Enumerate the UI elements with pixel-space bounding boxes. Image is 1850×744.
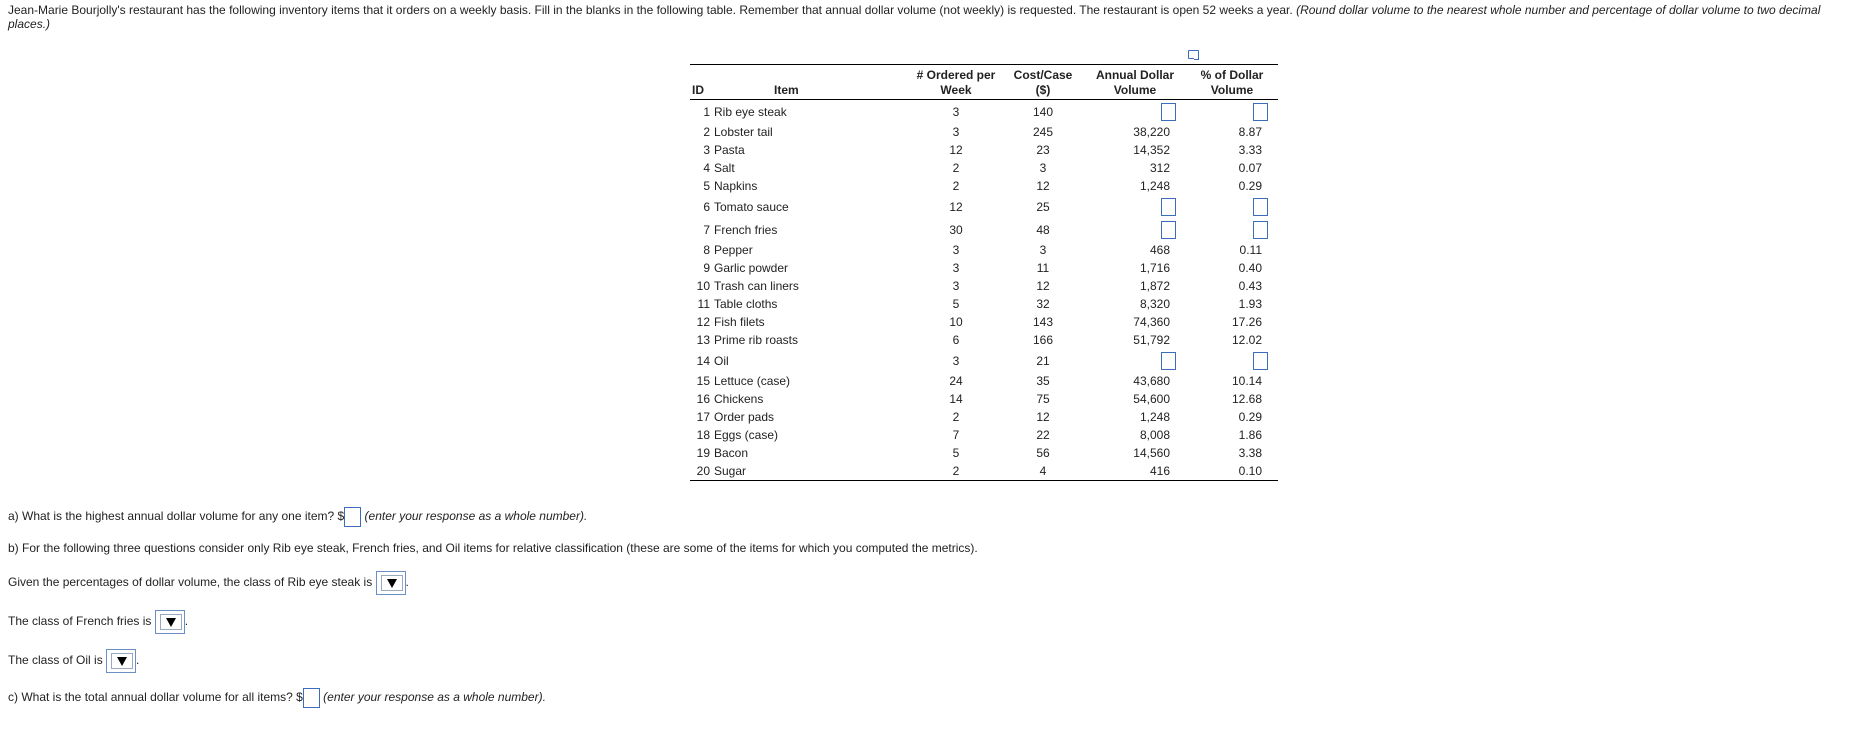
cell-annual-volume xyxy=(1084,349,1186,372)
cell-ordered: 6 xyxy=(952,333,960,347)
question-fries-class: The class of French fries is . xyxy=(8,610,188,634)
header-item: Item xyxy=(712,65,910,100)
cell-id: 18 xyxy=(696,428,710,442)
cell-ordered: 3 xyxy=(952,243,960,257)
fries-class-text: The class of French fries is xyxy=(8,614,152,629)
cell-cost: 21 xyxy=(1036,353,1050,368)
cell-ordered: 10 xyxy=(949,315,963,329)
table-row xyxy=(690,349,1278,372)
cell-id: 17 xyxy=(696,410,710,424)
dropdown-arrow-icon xyxy=(117,657,127,666)
cell-annual-volume: 1,716 xyxy=(1139,261,1170,275)
oil-class-text: The class of Oil is xyxy=(8,653,103,668)
cell-annual-volume xyxy=(1084,100,1186,124)
table-row xyxy=(690,372,1278,390)
total-volume-input[interactable] xyxy=(303,688,320,708)
table-row xyxy=(690,123,1278,141)
table-row xyxy=(690,462,1278,481)
cell-percent-volume: 1.93 xyxy=(1238,297,1262,311)
dropdown-arrow-icon xyxy=(387,579,397,588)
cell-percent-volume xyxy=(1186,349,1278,372)
rib-class-dropdown-inner xyxy=(381,575,403,591)
dropdown-arrow-icon xyxy=(166,618,176,627)
cell-cost: 4 xyxy=(1002,462,1084,481)
percent-volume-input[interactable] xyxy=(1253,103,1268,121)
cell-cost: 56 xyxy=(1036,446,1050,460)
cell-item: Pepper xyxy=(714,243,753,257)
cell-id: 15 xyxy=(696,374,710,388)
cell-annual-volume: 43,680 xyxy=(1133,374,1170,388)
cell-ordered: 3 xyxy=(952,261,960,275)
table-row xyxy=(690,277,1278,295)
cell-annual-volume: 8,008 xyxy=(1139,428,1170,442)
header-pct-line1: % of Dollar xyxy=(1200,68,1264,82)
problem-statement xyxy=(8,3,1844,31)
header-adv-line2: Volume xyxy=(1113,83,1157,97)
cell-percent-volume: 17.26 xyxy=(1231,315,1262,329)
cell-cost: 35 xyxy=(1036,374,1050,388)
question-c-text: c) What is the total annual dollar volume for all items? $ xyxy=(8,690,303,705)
header-cost xyxy=(1002,65,1084,100)
cell-ordered: 3 xyxy=(952,104,960,119)
table-row xyxy=(690,259,1278,277)
header-ordered xyxy=(910,65,1002,100)
cell-annual-volume: 468 xyxy=(1149,243,1170,257)
cell-ordered: 12 xyxy=(949,143,963,157)
cell-id: 1 xyxy=(703,104,710,119)
cell-cost: 25 xyxy=(1036,199,1050,214)
cell-cost: 143 xyxy=(1032,315,1054,329)
question-c-hint: (enter your response as a whole number). xyxy=(323,690,546,705)
percent-volume-input[interactable] xyxy=(1253,221,1268,239)
table-row xyxy=(690,177,1278,195)
question-a xyxy=(8,507,587,527)
table-row xyxy=(690,159,1278,177)
table-row xyxy=(690,313,1278,331)
cell-cost: 12 xyxy=(1036,179,1050,193)
cell-ordered: 5 xyxy=(952,446,960,460)
cell-annual-volume: 74,360 xyxy=(1133,315,1170,329)
cell-item: Tomato sauce xyxy=(714,199,789,214)
cell-percent-volume: 10.14 xyxy=(1231,374,1262,388)
cell-ordered: 2 xyxy=(952,161,960,175)
rib-class-text: Given the percentages of dollar volume, the class of Rib eye steak is xyxy=(8,575,373,590)
cell-id: 20 xyxy=(690,462,712,481)
cell-cost: 75 xyxy=(1036,392,1050,406)
copy-table-icon[interactable] xyxy=(1188,50,1199,59)
cell-id: 4 xyxy=(703,161,710,175)
table-row xyxy=(690,100,1278,124)
cell-annual-volume: 54,600 xyxy=(1133,392,1170,406)
cell-percent-volume: 0.07 xyxy=(1238,161,1262,175)
cell-item: Chickens xyxy=(714,392,764,406)
cell-cost: 245 xyxy=(1032,125,1054,139)
cell-percent-volume: 0.29 xyxy=(1238,179,1262,193)
table-row xyxy=(690,241,1278,259)
cell-annual-volume: 38,220 xyxy=(1133,125,1170,139)
cell-percent-volume: 0.11 xyxy=(1239,243,1262,257)
cell-ordered: 7 xyxy=(952,428,960,442)
cell-id: 7 xyxy=(703,222,710,237)
cell-percent-volume xyxy=(1186,195,1278,218)
table-row xyxy=(690,408,1278,426)
cell-ordered: 3 xyxy=(952,353,960,368)
inventory-table xyxy=(690,64,1278,481)
cell-annual-volume: 1,872 xyxy=(1139,279,1170,293)
problem-text: Jean-Marie Bourjolly's restaurant has the following inventory items that it orders on a weekly basis. Fill in the blanks in the following table. Remember that annual dollar volume (not weekly) is requested. The restaurant is open 52 weeks a year. xyxy=(8,3,1293,17)
cell-annual-volume: 14,352 xyxy=(1133,143,1170,157)
cell-cost: 11 xyxy=(1036,261,1050,275)
cell-annual-volume xyxy=(1084,195,1186,218)
cell-cost: 23 xyxy=(1036,143,1050,157)
cell-id: 13 xyxy=(696,333,710,347)
cell-item: Oil xyxy=(714,353,729,368)
annual-volume-input[interactable] xyxy=(1161,103,1176,121)
cell-percent-volume: 12.02 xyxy=(1231,333,1262,347)
cell-item: Lobster tail xyxy=(714,125,773,139)
cell-id: 14 xyxy=(696,353,710,368)
cell-item: Sugar xyxy=(712,462,910,481)
cell-id: 11 xyxy=(697,297,710,311)
highest-volume-input[interactable] xyxy=(344,507,361,527)
cell-annual-volume: 1,248 xyxy=(1139,410,1170,424)
cell-id: 6 xyxy=(703,199,710,214)
rounding-note: (Round dollar volume to the nearest whole number and percentage of dollar volume to two decimal places.) xyxy=(8,3,1821,31)
cell-ordered: 5 xyxy=(952,297,960,311)
cell-percent-volume: 0.43 xyxy=(1238,279,1262,293)
question-oil-class: The class of Oil is . xyxy=(8,649,139,673)
oil-class-dropdown-inner xyxy=(111,653,133,669)
cell-cost: 3 xyxy=(1039,161,1047,175)
header-ordered-line2: Week xyxy=(940,83,972,97)
cell-cost: 12 xyxy=(1036,279,1050,293)
rib-class-dropdown[interactable] xyxy=(376,571,406,595)
cell-id: 12 xyxy=(696,315,710,329)
cell-percent-volume: 0.10 xyxy=(1186,462,1278,481)
cell-ordered: 3 xyxy=(952,279,960,293)
header-pct-line2: Volume xyxy=(1210,83,1254,97)
cell-percent-volume: 0.29 xyxy=(1238,410,1262,424)
table-row xyxy=(690,295,1278,313)
cell-id: 8 xyxy=(703,243,710,257)
cell-ordered: 24 xyxy=(949,374,963,388)
table-row xyxy=(690,141,1278,159)
header-cost-line2: ($) xyxy=(1035,83,1051,97)
header-pct xyxy=(1186,65,1278,100)
cell-annual-volume: 312 xyxy=(1149,161,1170,175)
cell-annual-volume: 1,248 xyxy=(1139,179,1170,193)
question-b-text: b) For the following three questions consider only Rib eye steak, French fries, and Oil items for relative classification (these are some of the items for which you computed the metrics). xyxy=(8,541,978,555)
fries-class-dropdown[interactable] xyxy=(155,610,185,634)
cell-annual-volume: 51,792 xyxy=(1133,333,1170,347)
cell-id: 10 xyxy=(696,279,710,293)
question-a-text: a) What is the highest annual dollar volume for any one item? $ xyxy=(8,509,345,524)
cell-annual-volume: 416 xyxy=(1084,462,1186,481)
header-cost-line1: Cost/Case xyxy=(1013,68,1073,82)
cell-id: 9 xyxy=(703,261,710,275)
header-adv-line1: Annual Dollar xyxy=(1095,68,1174,82)
cell-id: 2 xyxy=(703,125,710,139)
cell-id: 19 xyxy=(696,446,710,460)
annual-volume-input[interactable] xyxy=(1161,221,1176,239)
percent-volume-input[interactable] xyxy=(1253,352,1268,370)
cell-item: Bacon xyxy=(714,446,749,460)
cell-id: 5 xyxy=(703,179,710,193)
cell-item: Order pads xyxy=(714,410,775,424)
cell-cost: 140 xyxy=(1032,104,1054,119)
question-rib-class: Given the percentages of dollar volume, the class of Rib eye steak is . xyxy=(8,571,409,595)
cell-percent-volume: 8.87 xyxy=(1238,125,1262,139)
cell-item: Pasta xyxy=(714,143,745,157)
table-row xyxy=(690,331,1278,349)
cell-ordered: 14 xyxy=(949,392,963,406)
table-row xyxy=(690,195,1278,218)
cell-ordered: 2 xyxy=(910,462,1002,481)
table-row xyxy=(690,390,1278,408)
cell-item: Fish filets xyxy=(714,315,765,329)
cell-percent-volume xyxy=(1186,100,1278,124)
cell-ordered: 2 xyxy=(952,410,960,424)
cell-percent-volume: 3.33 xyxy=(1238,143,1262,157)
percent-volume-input[interactable] xyxy=(1253,198,1268,216)
header-adv xyxy=(1084,65,1186,100)
cell-item: Lettuce (case) xyxy=(714,374,791,388)
cell-item: Napkins xyxy=(714,179,758,193)
annual-volume-input[interactable] xyxy=(1161,352,1176,370)
cell-cost: 22 xyxy=(1036,428,1050,442)
header-id: ID xyxy=(690,65,712,100)
cell-annual-volume xyxy=(1084,218,1186,241)
table-row xyxy=(690,444,1278,462)
cell-annual-volume: 8,320 xyxy=(1139,297,1170,311)
table-row xyxy=(690,218,1278,241)
annual-volume-input[interactable] xyxy=(1161,198,1176,216)
oil-class-dropdown[interactable] xyxy=(106,649,136,673)
table-header-row xyxy=(690,65,1278,100)
cell-item: Salt xyxy=(714,161,735,175)
cell-cost: 12 xyxy=(1036,410,1050,424)
cell-item: Table cloths xyxy=(714,297,778,311)
fries-class-dropdown-inner xyxy=(160,614,182,630)
cell-annual-volume: 14,560 xyxy=(1133,446,1170,460)
header-ordered-line1: # Ordered per xyxy=(916,68,996,82)
cell-cost: 48 xyxy=(1036,222,1050,237)
cell-item: Trash can liners xyxy=(714,279,799,293)
cell-ordered: 2 xyxy=(952,179,960,193)
cell-cost: 3 xyxy=(1039,243,1047,257)
question-c xyxy=(8,688,546,708)
table-row xyxy=(690,426,1278,444)
cell-percent-volume xyxy=(1186,218,1278,241)
cell-ordered: 3 xyxy=(952,125,960,139)
cell-percent-volume: 3.38 xyxy=(1238,446,1262,460)
question-b xyxy=(8,540,978,556)
question-a-hint: (enter your response as a whole number). xyxy=(364,509,588,524)
cell-item: Garlic powder xyxy=(714,261,789,275)
cell-id: 3 xyxy=(703,143,710,157)
cell-item: French fries xyxy=(714,222,778,237)
cell-item: Prime rib roasts xyxy=(714,333,799,347)
cell-item: Eggs (case) xyxy=(714,428,779,442)
cell-ordered: 30 xyxy=(949,222,963,237)
cell-ordered: 12 xyxy=(949,199,963,214)
cell-percent-volume: 0.40 xyxy=(1238,261,1262,275)
cell-percent-volume: 1.86 xyxy=(1238,428,1262,442)
cell-item: Rib eye steak xyxy=(714,104,787,119)
cell-id: 16 xyxy=(696,392,710,406)
cell-cost: 166 xyxy=(1032,333,1054,347)
cell-percent-volume: 12.68 xyxy=(1231,392,1262,406)
cell-cost: 32 xyxy=(1036,297,1050,311)
